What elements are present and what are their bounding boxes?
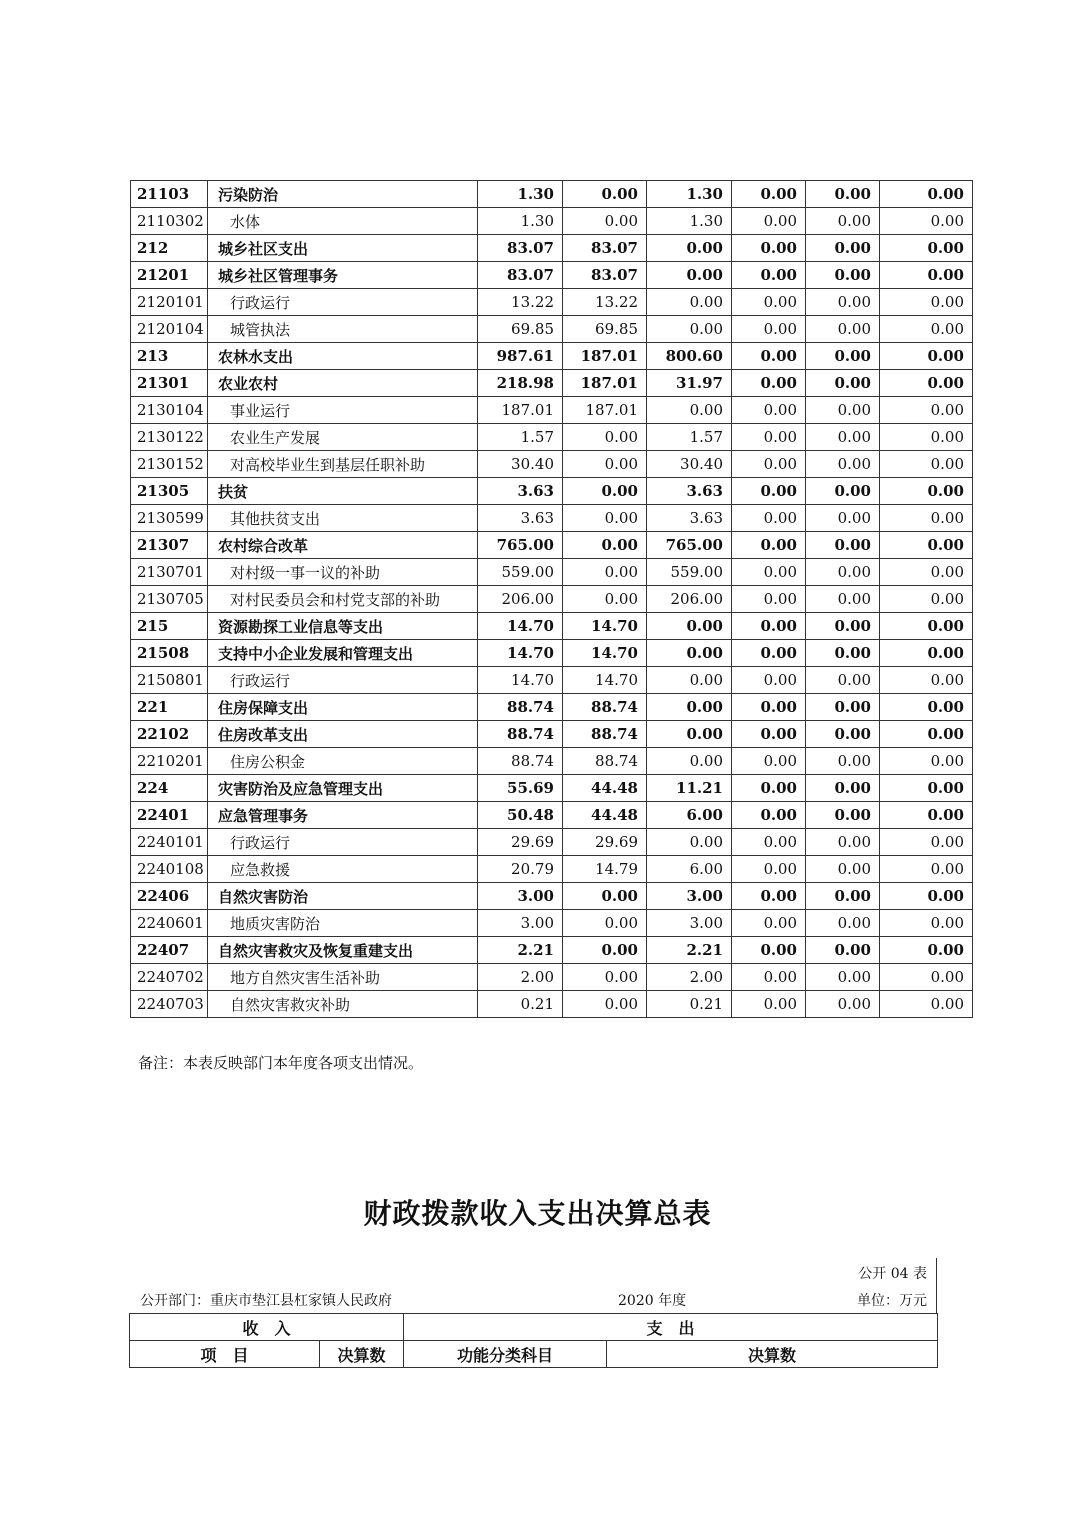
amount-cell: 0.00: [732, 370, 806, 397]
amount-cell: 0.00: [647, 613, 732, 640]
subject-name: 行政运行: [208, 667, 478, 694]
subject-code: 2240601: [131, 910, 208, 937]
amount-cell: 0.00: [732, 667, 806, 694]
amount-cell: 88.74: [563, 748, 647, 775]
amount-cell: 559.00: [478, 559, 563, 586]
amount-cell: 1.57: [647, 424, 732, 451]
amount-cell: 765.00: [647, 532, 732, 559]
amount-cell: 0.00: [732, 586, 806, 613]
table-row: [131, 397, 973, 424]
amount-cell: 0.00: [732, 991, 806, 1018]
form-no-divider: [936, 1258, 937, 1314]
amount-cell: 0.00: [880, 262, 973, 289]
amount-cell: 6.00: [647, 802, 732, 829]
table-row: [131, 181, 973, 208]
amount-cell: 187.01: [563, 343, 647, 370]
amount-cell: 0.00: [806, 694, 880, 721]
subject-code: 213: [131, 343, 208, 370]
table-row: [131, 802, 973, 829]
subject-name: 对村民委员会和村党支部的补助: [208, 586, 478, 613]
table-row: [131, 586, 973, 613]
amount-cell: 0.00: [880, 235, 973, 262]
amount-cell: 0.00: [880, 856, 973, 883]
amount-cell: 0.00: [732, 451, 806, 478]
amount-cell: 0.00: [732, 559, 806, 586]
amount-cell: 0.00: [806, 505, 880, 532]
amount-cell: 0.00: [732, 748, 806, 775]
amount-cell: 0.00: [732, 883, 806, 910]
unit-label: 单位：万元: [857, 1293, 927, 1309]
subject-name: 住房保障支出: [208, 694, 478, 721]
amount-cell: 0.00: [647, 397, 732, 424]
amount-cell: 3.63: [647, 505, 732, 532]
subject-name: 地方自然灾害生活补助: [208, 964, 478, 991]
expenditure-table: [130, 180, 973, 1018]
amount-cell: 0.00: [880, 289, 973, 316]
subject-name: 支持中小企业发展和管理支出: [208, 640, 478, 667]
subject-name: 对村级一事一议的补助: [208, 559, 478, 586]
amount-cell: 0.00: [732, 235, 806, 262]
amount-cell: 0.00: [732, 856, 806, 883]
amount-cell: 3.63: [478, 478, 563, 505]
subject-code: 22401: [131, 802, 208, 829]
subject-name: 住房改革支出: [208, 721, 478, 748]
subject-code: 2240108: [131, 856, 208, 883]
amount-cell: 0.00: [732, 424, 806, 451]
subject-code: 2110302: [131, 208, 208, 235]
subject-code: 2240702: [131, 964, 208, 991]
table-row: [131, 370, 973, 397]
amount-cell: 0.00: [880, 910, 973, 937]
table-row: [131, 208, 973, 235]
amount-cell: 0.21: [478, 991, 563, 1018]
amount-cell: 0.00: [880, 991, 973, 1018]
amount-cell: 0.00: [732, 775, 806, 802]
amount-cell: 0.00: [880, 667, 973, 694]
amount-cell: 0.00: [880, 424, 973, 451]
amount-cell: 0.00: [563, 964, 647, 991]
amount-cell: 0.00: [732, 289, 806, 316]
amount-cell: 13.22: [478, 289, 563, 316]
amount-cell: 0.00: [806, 397, 880, 424]
amount-cell: 0.00: [880, 775, 973, 802]
subject-code: 2130152: [131, 451, 208, 478]
amount-cell: 0.00: [563, 991, 647, 1018]
amount-cell: 0.00: [806, 316, 880, 343]
subject-code: 2130705: [131, 586, 208, 613]
subject-name: 污染防治: [208, 181, 478, 208]
subject-name: 事业运行: [208, 397, 478, 424]
amount-cell: 0.00: [806, 559, 880, 586]
amount-cell: 765.00: [478, 532, 563, 559]
amount-cell: 88.74: [478, 721, 563, 748]
table-row: [131, 532, 973, 559]
fiscal-year: 2020 年度: [618, 1293, 687, 1309]
amount-cell: 0.00: [647, 289, 732, 316]
subject-code: 221: [131, 694, 208, 721]
amount-cell: 0.00: [806, 532, 880, 559]
summary-header-row-2: [130, 1341, 938, 1368]
table-row: [131, 910, 973, 937]
amount-cell: 14.70: [478, 667, 563, 694]
amount-cell: 987.61: [478, 343, 563, 370]
amount-cell: 0.00: [563, 505, 647, 532]
section-title: 财政拨款收入支出决算总表: [363, 1197, 712, 1230]
item-column-header: 项 目: [130, 1341, 320, 1368]
amount-cell: 0.00: [806, 343, 880, 370]
subject-name: 农业生产发展: [208, 424, 478, 451]
amount-cell: 0.00: [647, 721, 732, 748]
subject-code: 21201: [131, 262, 208, 289]
table-row: [131, 289, 973, 316]
amount-cell: 0.00: [880, 343, 973, 370]
subject-name: 应急管理事务: [208, 802, 478, 829]
subject-name: 住房公积金: [208, 748, 478, 775]
subject-name: 对高校毕业生到基层任职补助: [208, 451, 478, 478]
amount-cell: 0.00: [806, 424, 880, 451]
amount-cell: 83.07: [563, 235, 647, 262]
subject-code: 2150801: [131, 667, 208, 694]
subject-code: 215: [131, 613, 208, 640]
amount-cell: 11.21: [647, 775, 732, 802]
table-row: [131, 640, 973, 667]
amount-cell: 0.00: [647, 640, 732, 667]
amount-cell: 0.00: [732, 505, 806, 532]
table-row: [131, 991, 973, 1018]
amount-cell: 0.00: [806, 775, 880, 802]
amount-cell: 3.00: [647, 910, 732, 937]
subject-name: 应急救援: [208, 856, 478, 883]
table-row: [131, 937, 973, 964]
amount-cell: 0.00: [806, 937, 880, 964]
amount-cell: 0.00: [880, 586, 973, 613]
amount-cell: 31.97: [647, 370, 732, 397]
amount-cell: 0.00: [880, 316, 973, 343]
amount-cell: 0.00: [806, 964, 880, 991]
amount-cell: 0.00: [563, 532, 647, 559]
amount-cell: 0.00: [880, 478, 973, 505]
amount-cell: 0.00: [732, 181, 806, 208]
table-row: [131, 721, 973, 748]
table-row: [131, 451, 973, 478]
income-amount-column-header: 决算数: [320, 1341, 404, 1368]
amount-cell: 69.85: [478, 316, 563, 343]
table-row: [131, 748, 973, 775]
amount-cell: 0.00: [880, 694, 973, 721]
subject-name: 农业农村: [208, 370, 478, 397]
table-row: [131, 478, 973, 505]
amount-cell: 3.00: [478, 910, 563, 937]
amount-cell: 0.00: [880, 451, 973, 478]
amount-cell: 0.00: [806, 748, 880, 775]
amount-cell: 0.00: [880, 505, 973, 532]
amount-cell: 0.00: [806, 208, 880, 235]
amount-cell: 0.00: [806, 478, 880, 505]
amount-cell: 0.00: [806, 910, 880, 937]
subject-name: 扶贫: [208, 478, 478, 505]
amount-cell: 0.00: [806, 586, 880, 613]
amount-cell: 6.00: [647, 856, 732, 883]
amount-cell: 0.00: [563, 181, 647, 208]
amount-cell: 0.00: [806, 235, 880, 262]
table-row: [131, 559, 973, 586]
amount-cell: 0.00: [563, 883, 647, 910]
amount-cell: 0.00: [806, 721, 880, 748]
amount-cell: 0.00: [732, 640, 806, 667]
amount-cell: 0.00: [647, 694, 732, 721]
expense-header: 支 出: [404, 1314, 938, 1341]
subject-code: 22407: [131, 937, 208, 964]
amount-cell: 0.00: [806, 289, 880, 316]
subject-name: 自然灾害救灾及恢复重建支出: [208, 937, 478, 964]
amount-cell: 0.00: [880, 613, 973, 640]
amount-cell: 0.00: [647, 262, 732, 289]
subject-code: 21307: [131, 532, 208, 559]
amount-cell: 14.70: [563, 640, 647, 667]
table-row: [131, 262, 973, 289]
department-label: 公开部门：重庆市垫江县杠家镇人民政府: [140, 1293, 392, 1309]
amount-cell: 13.22: [563, 289, 647, 316]
subject-name: 自然灾害救灾补助: [208, 991, 478, 1018]
table-row: [131, 694, 973, 721]
amount-cell: 3.63: [647, 478, 732, 505]
subject-name: 行政运行: [208, 829, 478, 856]
amount-cell: 1.30: [647, 208, 732, 235]
table-row: [131, 343, 973, 370]
amount-cell: 29.69: [563, 829, 647, 856]
subject-name: 自然灾害防治: [208, 883, 478, 910]
subject-name: 行政运行: [208, 289, 478, 316]
subject-code: 21305: [131, 478, 208, 505]
amount-cell: 30.40: [647, 451, 732, 478]
amount-cell: 0.00: [880, 208, 973, 235]
subject-name: 农林水支出: [208, 343, 478, 370]
amount-cell: 0.00: [880, 883, 973, 910]
amount-cell: 0.00: [563, 478, 647, 505]
table-row: [131, 883, 973, 910]
amount-cell: 800.60: [647, 343, 732, 370]
amount-cell: 0.00: [732, 694, 806, 721]
amount-cell: 0.00: [732, 964, 806, 991]
income-header: 收 入: [130, 1314, 404, 1341]
amount-cell: 88.74: [563, 721, 647, 748]
subject-name: 农村综合改革: [208, 532, 478, 559]
amount-cell: 0.00: [732, 397, 806, 424]
amount-cell: 44.48: [563, 802, 647, 829]
amount-cell: 0.00: [806, 856, 880, 883]
amount-cell: 0.00: [732, 721, 806, 748]
table-row: [131, 613, 973, 640]
amount-cell: 0.00: [563, 559, 647, 586]
amount-cell: 0.00: [563, 451, 647, 478]
subject-code: 21508: [131, 640, 208, 667]
function-category-column-header: 功能分类科目: [404, 1341, 607, 1368]
amount-cell: 218.98: [478, 370, 563, 397]
amount-cell: 0.00: [880, 829, 973, 856]
amount-cell: 0.00: [732, 829, 806, 856]
subject-name: 水体: [208, 208, 478, 235]
subject-code: 22406: [131, 883, 208, 910]
amount-cell: 50.48: [478, 802, 563, 829]
amount-cell: 1.30: [478, 181, 563, 208]
amount-cell: 0.00: [563, 208, 647, 235]
amount-cell: 0.00: [732, 262, 806, 289]
amount-cell: 83.07: [478, 235, 563, 262]
form-number: 公开 04 表: [858, 1266, 927, 1282]
amount-cell: 0.00: [880, 397, 973, 424]
amount-cell: 0.00: [806, 370, 880, 397]
amount-cell: 0.00: [732, 208, 806, 235]
amount-cell: 0.00: [732, 802, 806, 829]
expenditure-table-body: [131, 181, 973, 1018]
amount-cell: 3.63: [478, 505, 563, 532]
amount-cell: 0.00: [563, 937, 647, 964]
amount-cell: 0.00: [732, 532, 806, 559]
amount-cell: 2.00: [647, 964, 732, 991]
amount-cell: 0.00: [732, 937, 806, 964]
subject-code: 2130599: [131, 505, 208, 532]
amount-cell: 88.74: [478, 748, 563, 775]
amount-cell: 29.69: [478, 829, 563, 856]
subject-code: 2240101: [131, 829, 208, 856]
subject-code: 212: [131, 235, 208, 262]
table-note: 备注：本表反映部门本年度各项支出情况。: [138, 1054, 424, 1072]
subject-code: 2120101: [131, 289, 208, 316]
amount-cell: 2.21: [647, 937, 732, 964]
amount-cell: 3.00: [478, 883, 563, 910]
subject-code: 2210201: [131, 748, 208, 775]
amount-cell: 3.00: [647, 883, 732, 910]
table-row: [131, 829, 973, 856]
amount-cell: 0.00: [647, 829, 732, 856]
amount-cell: 0.00: [880, 802, 973, 829]
amount-cell: 0.00: [732, 343, 806, 370]
amount-cell: 0.00: [806, 451, 880, 478]
amount-cell: 1.57: [478, 424, 563, 451]
subject-name: 资源勘探工业信息等支出: [208, 613, 478, 640]
amount-cell: 0.00: [647, 667, 732, 694]
amount-cell: 0.00: [880, 370, 973, 397]
amount-cell: 0.00: [563, 424, 647, 451]
subject-code: 21301: [131, 370, 208, 397]
amount-cell: 0.00: [880, 721, 973, 748]
subject-name: 城管执法: [208, 316, 478, 343]
amount-cell: 88.74: [478, 694, 563, 721]
amount-cell: 187.01: [563, 370, 647, 397]
amount-cell: 14.70: [563, 613, 647, 640]
amount-cell: 2.21: [478, 937, 563, 964]
amount-cell: 206.00: [478, 586, 563, 613]
amount-cell: 83.07: [563, 262, 647, 289]
table-row: [131, 235, 973, 262]
summary-header-row-1: [130, 1314, 938, 1341]
amount-cell: 0.00: [647, 235, 732, 262]
amount-cell: 0.00: [880, 937, 973, 964]
amount-cell: 559.00: [647, 559, 732, 586]
table-row: [131, 775, 973, 802]
amount-cell: 0.00: [732, 613, 806, 640]
subject-code: 21103: [131, 181, 208, 208]
amount-cell: 0.00: [880, 181, 973, 208]
expense-amount-column-header: 决算数: [607, 1341, 938, 1368]
amount-cell: 83.07: [478, 262, 563, 289]
amount-cell: 0.00: [806, 667, 880, 694]
amount-cell: 1.30: [478, 208, 563, 235]
subject-name: 灾害防治及应急管理支出: [208, 775, 478, 802]
subject-code: 2130104: [131, 397, 208, 424]
amount-cell: 0.00: [880, 748, 973, 775]
amount-cell: 0.00: [806, 262, 880, 289]
amount-cell: 0.21: [647, 991, 732, 1018]
amount-cell: 44.48: [563, 775, 647, 802]
amount-cell: 0.00: [880, 532, 973, 559]
amount-cell: 0.00: [806, 991, 880, 1018]
subject-code: 2130701: [131, 559, 208, 586]
amount-cell: 14.79: [563, 856, 647, 883]
amount-cell: 187.01: [478, 397, 563, 424]
subject-code: 2130122: [131, 424, 208, 451]
amount-cell: 1.30: [647, 181, 732, 208]
amount-cell: 14.70: [563, 667, 647, 694]
subject-name: 其他扶贫支出: [208, 505, 478, 532]
amount-cell: 0.00: [880, 640, 973, 667]
amount-cell: 0.00: [563, 586, 647, 613]
subject-name: 城乡社区管理事务: [208, 262, 478, 289]
amount-cell: 187.01: [563, 397, 647, 424]
amount-cell: 0.00: [880, 559, 973, 586]
amount-cell: 88.74: [563, 694, 647, 721]
table-row: [131, 856, 973, 883]
amount-cell: 14.70: [478, 640, 563, 667]
table-row: [131, 667, 973, 694]
subject-code: 224: [131, 775, 208, 802]
amount-cell: 0.00: [732, 316, 806, 343]
table-row: [131, 964, 973, 991]
amount-cell: 0.00: [732, 910, 806, 937]
amount-cell: 0.00: [647, 748, 732, 775]
amount-cell: 0.00: [806, 640, 880, 667]
amount-cell: 55.69: [478, 775, 563, 802]
amount-cell: 20.79: [478, 856, 563, 883]
amount-cell: 0.00: [806, 613, 880, 640]
amount-cell: 0.00: [732, 478, 806, 505]
subject-code: 22102: [131, 721, 208, 748]
amount-cell: 0.00: [806, 802, 880, 829]
subject-code: 2120104: [131, 316, 208, 343]
subject-code: 2240703: [131, 991, 208, 1018]
table-row: [131, 505, 973, 532]
amount-cell: 0.00: [806, 181, 880, 208]
amount-cell: 0.00: [806, 883, 880, 910]
subject-name: 地质灾害防治: [208, 910, 478, 937]
amount-cell: 206.00: [647, 586, 732, 613]
amount-cell: 0.00: [647, 316, 732, 343]
amount-cell: 14.70: [478, 613, 563, 640]
amount-cell: 2.00: [478, 964, 563, 991]
amount-cell: 69.85: [563, 316, 647, 343]
subject-name: 城乡社区支出: [208, 235, 478, 262]
amount-cell: 0.00: [880, 964, 973, 991]
table-row: [131, 424, 973, 451]
table-row: [131, 316, 973, 343]
amount-cell: 0.00: [806, 829, 880, 856]
amount-cell: 0.00: [563, 910, 647, 937]
amount-cell: 30.40: [478, 451, 563, 478]
summary-table-header: [129, 1313, 938, 1368]
